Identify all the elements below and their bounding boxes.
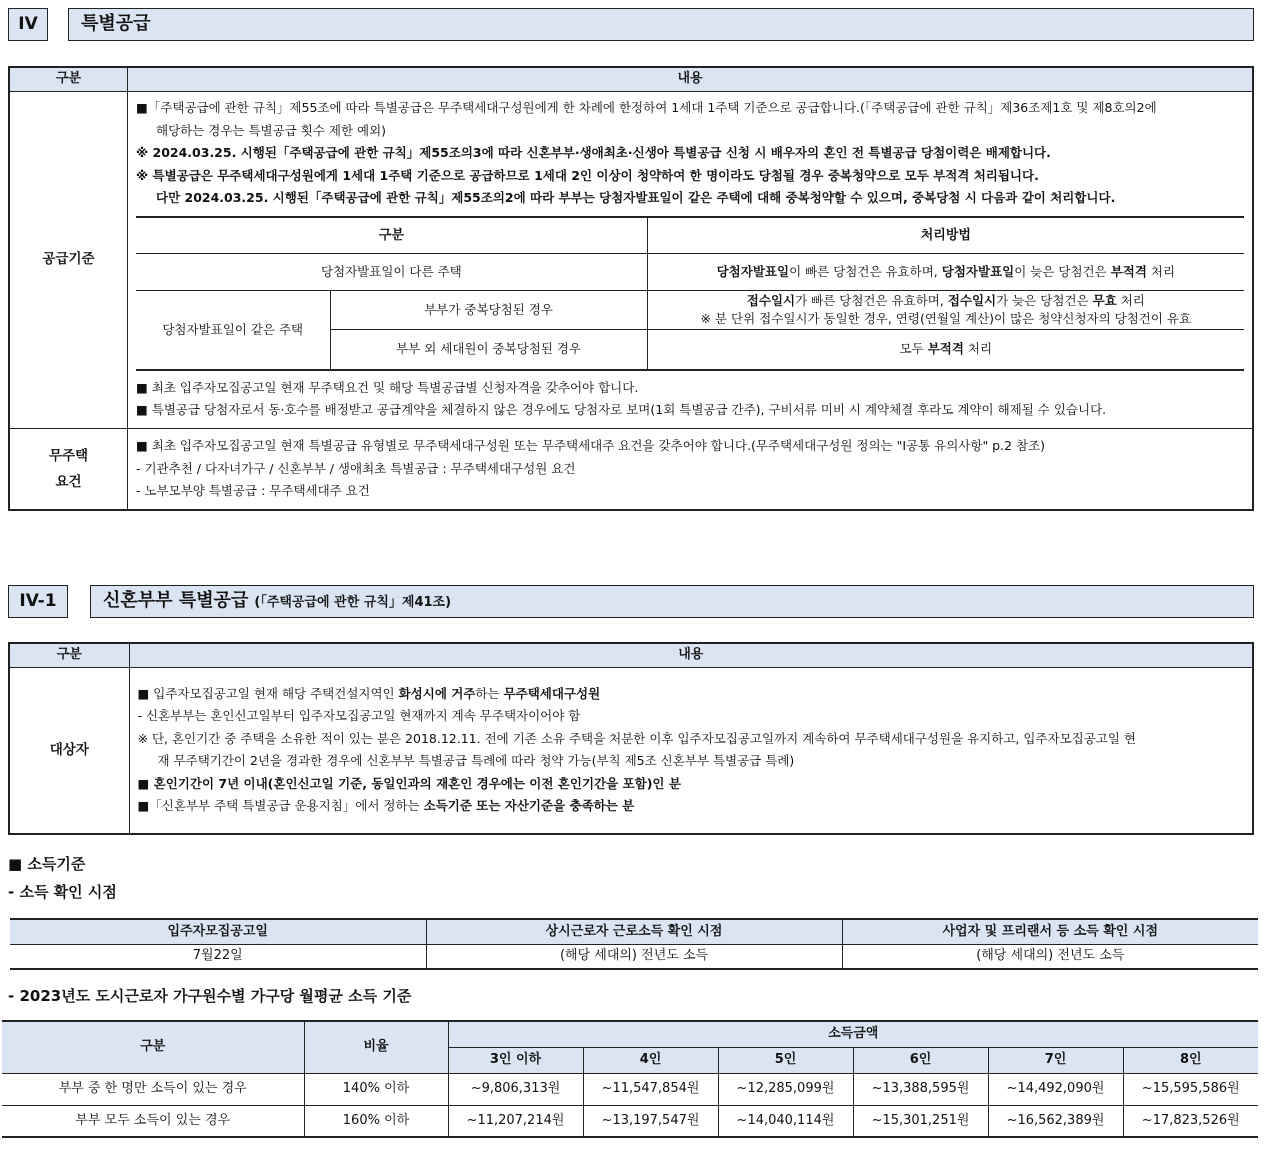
nw-col-header-content: 내용 [129,643,1253,667]
table-row [2,1105,1258,1137]
avg-row-1-category: 부부 중 한 명만 소득이 있는 경우 [2,1073,304,1105]
avg-row-1-v1: ~9,806,313원 [448,1073,583,1105]
no-house-line-2: - 기관추천 / 다자녀가구 / 신혼부부 / 생애최초 특별공급 : 무주택세대구성원 요건 [136,460,576,476]
avg-income-title: - 2023년도 도시근로자 가구원수별 가구당 월평균 소득 기준 [8,987,412,1005]
supply-line-1: ■「주택공급에 관한 규칙」제55조에 따라 특별공급은 무주택세대구성원에게 한 차례에 한정하여 1세대 1주택 기준으로 공급합니다.(「주택공급에 관한 규칙」제36조제1호 및 제8호의2에 [136,100,1157,116]
avg-row-2-v6: ~17,823,526원 [1123,1105,1258,1137]
avg-header-category: 구분 [2,1021,304,1073]
inner-row-couple-duplicate-method: 접수일시가 빠른 당첨건은 유효하며, 접수일시가 늦은 당첨건은 무효 처리 ※ 분 단위 접수일시가 동일한 경우, 연령(연월일 계산)이 많은 청약신청자의 당첨건이 유효 [647,291,1244,330]
duplicate-win-table [136,216,1244,371]
supply-line-6: ■ 최초 입주자모집공고일 현재 무주택요건 및 해당 특별공급별 신청자격을 갖추어야 합니다. [136,379,639,395]
income-title: ■ 소득기준 [8,855,86,873]
col-header-category: 구분 [9,67,128,91]
inner-row-couple-duplicate: 부부가 중복당첨된 경우 [330,291,647,330]
avg-row-2-v3: ~14,040,114원 [718,1105,853,1137]
check-header-employee: 상시근로자 근로소득 확인 시점 [426,919,842,944]
avg-row-1-v5: ~14,492,090원 [988,1073,1123,1105]
avg-size-2: 4인 [583,1047,718,1073]
target-line-6: ■「신혼부부 주택 특별공급 운용지침」에서 정하는 소득기준 또는 자산기준을 충족하는 분 [137,798,635,814]
inner-row-same-date: 당첨자발표일이 같은 주택 [136,291,330,370]
avg-income-table [2,1020,1258,1138]
check-value-business: (해당 세대의) 전년도 소득 [842,944,1258,969]
avg-row-2-category: 부부 모두 소득이 있는 경우 [2,1105,304,1137]
avg-size-3: 5인 [718,1047,853,1073]
inner-header-category: 구분 [136,217,647,254]
avg-row-1-v3: ~12,285,099원 [718,1073,853,1105]
target-content [129,667,1253,834]
target-line-1: ■ 입주자모집공고일 현재 해당 주택건설지역인 화성시에 거주하는 무주택세대구성원 [137,685,601,701]
row-label-no-house: 무주택 요건 [9,428,128,510]
section-4-header [8,8,1254,41]
avg-row-2-v5: ~16,562,389원 [988,1105,1123,1137]
avg-size-5: 7인 [988,1047,1123,1073]
supply-line-7: ■ 특별공급 당첨자로서 동·호수를 배정받고 공급계약을 체결하지 않은 경우에도 당첨자로 보며(1회 특별공급 간주), 구비서류 미비 시 계약체결 후라도 계약이 해제될 수 있습니다. [136,402,1107,418]
avg-header-amount: 소득금액 [448,1021,1258,1047]
inner-row-different-date: 당첨자발표일이 다른 주택 [136,254,647,291]
row-label-target: 대상자 [9,667,129,834]
avg-size-4: 6인 [853,1047,988,1073]
supply-line-5: 다만 2024.03.25. 시행된「주택공급에 관한 규칙」제55조의2에 따라 부부는 당첨자발표일이 같은 주택에 대해 중복청약할 수 있으며, 중복당첨 시 다음과 같이 처리합니다. [156,190,1116,206]
inner-note: ※ 분 단위 접수일시가 동일한 경우, 연령(연월일 계산)이 많은 청약신청자의 당첨건이 유효 [700,311,1192,327]
newlywed-table [8,642,1254,835]
supply-line-2: 해당하는 경우는 특별공급 횟수 제한 예외) [156,122,387,138]
check-value-employee: (해당 세대의) 전년도 소득 [426,944,842,969]
row-label-supply-criteria: 공급기준 [9,91,128,428]
special-supply-table [8,66,1254,511]
avg-row-2-v2: ~13,197,547원 [583,1105,718,1137]
target-line-3: ※ 단, 혼인기간 중 주택을 소유한 적이 있는 분은 2018.12.11. 전에 기존 소유 주택을 처분한 이후 입주자모집공고일까지 계속하여 무주택세대구성원을 유지하고, 입주자모집공고일 현 [137,730,1137,746]
supply-line-3: ※ 2024.03.25. 시행된「주택공급에 관한 규칙」제55조의3에 따라 신혼부부·생애최초·신생아 특별공급 신청 시 배우자의 혼인 전 특별공급 당첨이력은 배제합니다. [136,145,1051,161]
avg-row-2-v4: ~15,301,251원 [853,1105,988,1137]
avg-size-6: 8인 [1123,1047,1258,1073]
target-line-4: 재 무주택기간이 2년을 경과한 경우에 신혼부부 특별공급 특례에 따라 청약 가능(부칙 제5조 신혼부부 특별공급 특례) [157,753,795,769]
no-house-line-3: - 노부모부양 특별공급 : 무주택세대주 요건 [136,483,370,499]
avg-row-2-ratio: 160% 이하 [304,1105,448,1137]
nw-col-header-category: 구분 [9,643,129,667]
section-4-number: IV [8,8,48,41]
section-4-title: 특별공급 [68,8,1254,41]
check-value-announcement: 7월22일 [10,944,426,969]
supply-line-4: ※ 특별공급은 무주택세대구성원에게 1세대 1주택 기준으로 공급하므로 1세대 2인 이상이 청약하여 한 명이라도 당첨될 경우 중복청약으로 모두 부적격 처리됩니다. [136,167,1039,183]
inner-row-different-date-method: 당첨자발표일이 빠른 당첨건은 유효하며, 당첨자발표일이 늦은 당첨건은 부적격 처리 [647,254,1244,291]
avg-row-1-v6: ~15,595,586원 [1123,1073,1258,1105]
no-house-line-1: ■ 최초 입주자모집공고일 현재 특별공급 유형별로 무주택세대구성원 또는 무주택세대주 요건을 갖추어야 합니다.(무주택세대구성원 정의는 "Ⅰ공통 유의사항" p.2 참조) [136,438,1046,454]
table-row [2,1073,1258,1105]
inner-row-other-member: 부부 외 세대원이 중복당첨된 경우 [330,330,647,370]
avg-row-1-v2: ~11,547,854원 [583,1073,718,1105]
avg-row-1-ratio: 140% 이하 [304,1073,448,1105]
check-header-announcement: 입주자모집공고일 [10,919,426,944]
section-4-1-header [8,585,1254,618]
inner-header-method: 처리방법 [647,217,1244,254]
col-header-content: 내용 [128,67,1254,91]
income-check-title: - 소득 확인 시점 [8,883,117,901]
income-check-table [10,918,1258,970]
avg-size-1: 3인 이하 [448,1047,583,1073]
check-header-business: 사업자 및 프리랜서 등 소득 확인 시점 [842,919,1258,944]
section-4-1-title: 신혼부부 특별공급 (「주택공급에 관한 규칙」제41조) [90,585,1254,618]
target-line-5: ■ 혼인기간이 7년 이내(혼인신고일 기준, 동일인과의 재혼인 경우에는 이전 혼인기간을 포함)인 분 [137,775,681,791]
no-house-content [128,428,1254,510]
avg-row-1-v4: ~13,388,595원 [853,1073,988,1105]
section-4-1-number: IV-1 [8,585,68,618]
inner-row-other-member-method: 모두 부적격 처리 [647,330,1244,370]
avg-row-2-v1: ~11,207,214원 [448,1105,583,1137]
target-line-2: - 신혼부부는 혼인신고일부터 입주자모집공고일 현재까지 계속 무주택자이어야 함 [137,708,581,724]
avg-header-ratio: 비율 [304,1021,448,1073]
supply-criteria-content [128,91,1254,428]
